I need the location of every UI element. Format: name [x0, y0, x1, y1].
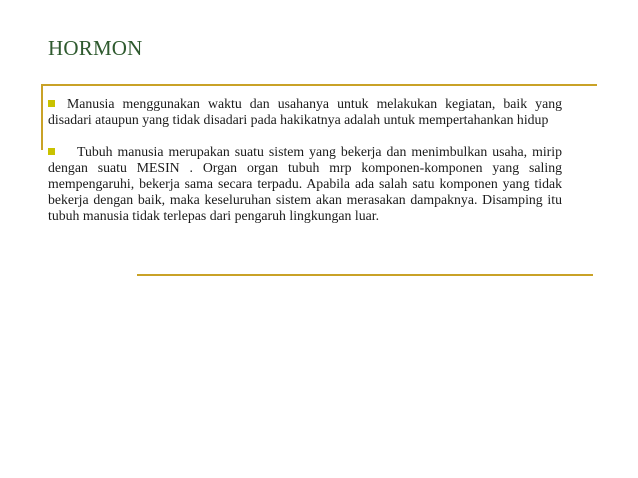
- slide-title: HORMON: [48, 36, 143, 60]
- bullet-paragraph: [48, 144, 562, 224]
- left-accent-rule: [41, 84, 43, 150]
- bullet-paragraph: [48, 96, 562, 128]
- paragraph-text: Manusia menggunakan waktu dan usahanya untuk melakukan kegiatan, baik yang disadari ataupun yang tidak disadari pada hakikatnya adalah untuk mempertahankan hidup: [48, 96, 562, 127]
- top-accent-rule: [41, 84, 597, 86]
- square-bullet-icon: [48, 148, 55, 155]
- slide-body: [48, 96, 562, 240]
- bottom-accent-rule: [137, 274, 593, 276]
- paragraph-text: Tubuh manusia merupakan suatu sistem yang bekerja dan menimbulkan usaha, mirip dengan suatu MESIN . Organ organ tubuh mrp komponen-komponen yang saling mempengaruhi, bekerja sama secara terpadu. Apabila ada salah satu komponen yang tidak bekerja dengan baik, maka keseluruhan sistem akan merasakan dampaknya. Disamping itu tubuh manusia tidak terlepas dari pengaruh lingkungan luar.: [48, 144, 562, 223]
- square-bullet-icon: [48, 100, 55, 107]
